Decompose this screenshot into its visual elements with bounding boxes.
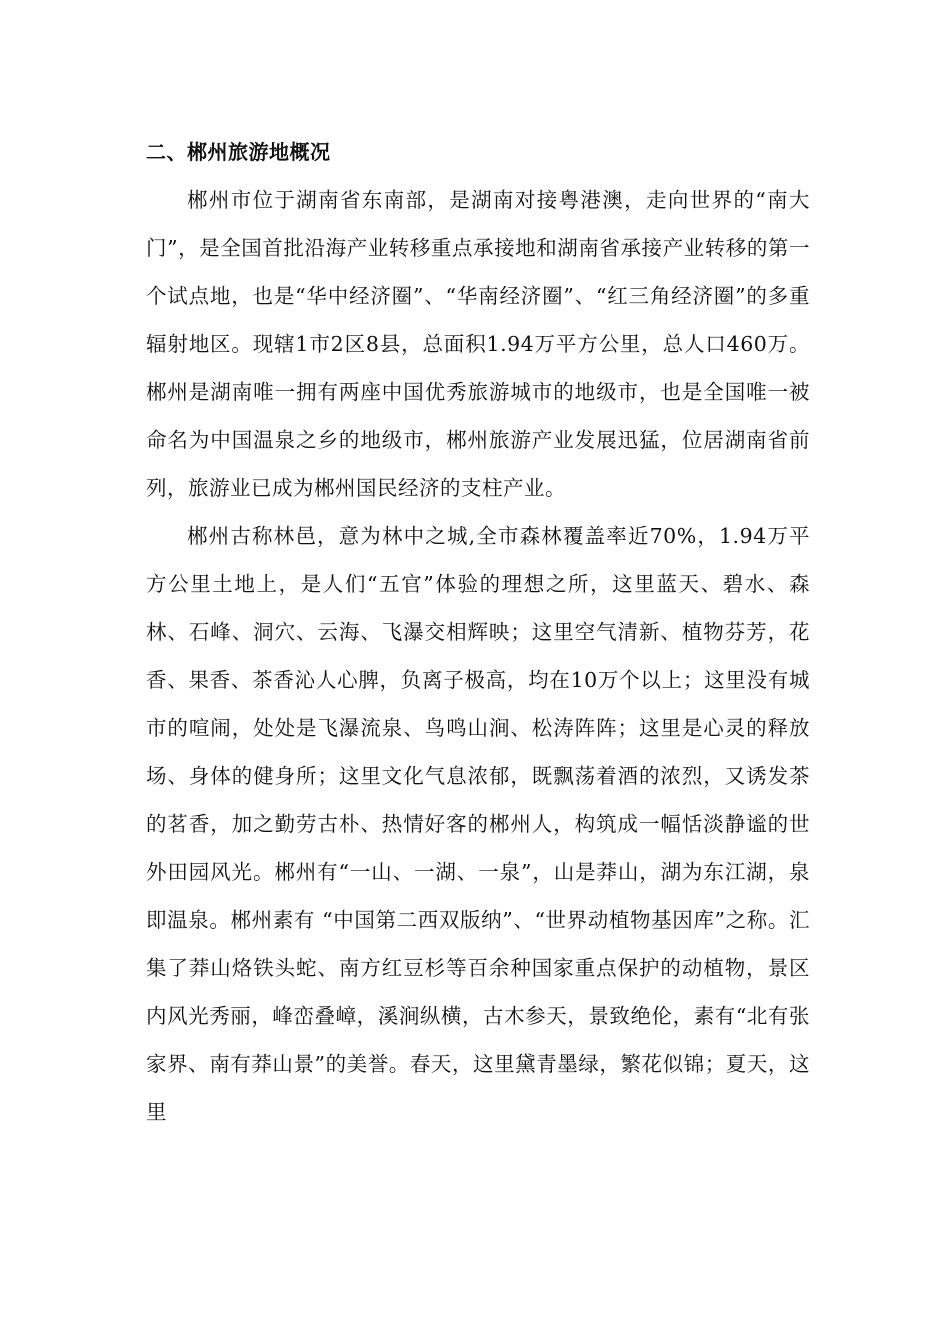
paragraph-overview: 郴州市位于湖南省东南部，是湖南对接粤港澳，走向世界的“南大门”，是全国首批沿海产业转移重点承接地和湖南省承接产业转移的第一个试点地，也是“华中经济圈”、“华南经济圈”、“红三角经济圈”的多重辐射地区。现辖1市2区8县，总面积1.94万平方公里，总人口460万。郴州是湖南唯一拥有两座中国优秀旅游城市的地级市，也是全国唯一被命名为中国温泉之乡的地级市，郴州旅游产业发展迅猛，位居湖南省前列，旅游业已成为郴州国民经济的支柱产业。 [146, 188, 810, 500]
section-heading: 二、郴州旅游地概况 [146, 140, 331, 164]
paragraph-nature: 郴州古称林邑，意为林中之城,全市森林覆盖率近70%，1.94万平方公里土地上，是人们“五官”体验的理想之所，这里蓝天、碧水、森林、石峰、洞穴、云海、飞瀑交相辉映；这里空气清新、植物芬芳，花香、果香、茶香沁人心脾，负离子极高，均在10万个以上；这里没有城市的喧闹，处处是飞瀑流泉、鸟鸣山涧、松涛阵阵；这里是心灵的释放场、身体的健身所；这里文化气息浓郁，既飘荡着酒的浓烈，又诱发茶的茗香，加之勤劳古朴、热情好客的郴州人，构筑成一幅恬淡静谧的世外田园风光。郴州有“一山、一湖、一泉”，山是莽山，湖为东江湖，泉即温泉。郴州素有 “中国第二西双版纳”、“世界动植物基因库”之称。汇集了莽山烙铁头蛇、南方红豆杉等百余种国家重点保护的动植物，景区内风光秀丽，峰峦叠嶂，溪涧纵横，古木参天，景致绝伦，素有“北有张家界、南有莽山景”的美誉。春天，这里黛青墨绿，繁花似锦；夏天，这里 [146, 524, 810, 1124]
document-body [146, 128, 810, 1136]
